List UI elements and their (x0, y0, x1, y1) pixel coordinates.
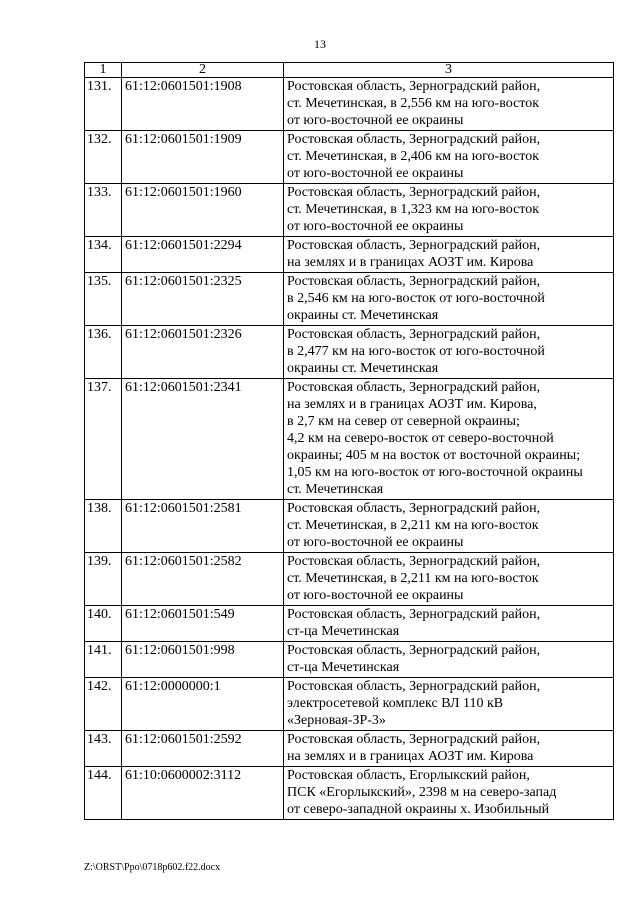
row-number: 140. (85, 606, 122, 642)
address-line: Ростовская область, Зерноградский район, (287, 274, 541, 289)
address-line: 1,05 км на юго-восток от юго-восточной окраины (287, 465, 583, 480)
table-row (85, 131, 614, 184)
address-cell (284, 326, 614, 379)
address-line: Ростовская область, Зерноградский район, (287, 327, 541, 342)
cadastral-number: 61:12:0601501:2592 (122, 731, 284, 767)
address-cell (284, 678, 614, 731)
table-row (85, 326, 614, 379)
page-number: 13 (314, 37, 326, 51)
address-line: Ростовская область, Зерноградский район, (287, 679, 541, 694)
address-cell (284, 184, 614, 237)
address-line: окраины; 405 м на восток от восточной окраины; (287, 448, 581, 463)
address-cell (284, 379, 614, 500)
address-cell (284, 553, 614, 606)
address-cell (284, 500, 614, 553)
row-number: 135. (85, 273, 122, 326)
row-number: 134. (85, 237, 122, 273)
address-line: ст. Мечетинская, в 2,556 км на юго-восток (287, 96, 540, 111)
address-line: Ростовская область, Зерноградский район, (287, 238, 541, 253)
table-row (85, 273, 614, 326)
address-line: на землях и в границах АОЗТ им. Кирова (287, 255, 534, 270)
address-line: Ростовская область, Зерноградский район, (287, 732, 541, 747)
address-line: Ростовская область, Егорлыкский район, (287, 768, 530, 783)
address-line: Ростовская область, Зерноградский район, (287, 132, 541, 147)
address-cell (284, 767, 614, 820)
row-number: 138. (85, 500, 122, 553)
address-line: Ростовская область, Зерноградский район, (287, 380, 541, 395)
table-row (85, 767, 614, 820)
address-line: в 2,477 км на юго-восток от юго-восточной (287, 344, 545, 359)
address-line: ст. Мечетинская, в 2,211 км на юго-восток (287, 518, 539, 533)
address-line: от северо-западной окраины х. Изобильный (287, 802, 550, 817)
cadastral-number: 61:12:0601501:2294 (122, 237, 284, 273)
cadastral-number: 61:12:0601501:2581 (122, 500, 284, 553)
table-row (85, 184, 614, 237)
cadastral-number: 61:12:0601501:1909 (122, 131, 284, 184)
row-number: 136. (85, 326, 122, 379)
address-line: в 2,546 км на юго-восток от юго-восточной (287, 291, 545, 306)
row-number: 137. (85, 379, 122, 500)
cadastral-number: 61:12:0601501:998 (122, 642, 284, 678)
table-row (85, 379, 614, 500)
address-cell (284, 731, 614, 767)
table-row (85, 606, 614, 642)
address-cell (284, 131, 614, 184)
row-number: 132. (85, 131, 122, 184)
address-line: ст. Мечетинская, в 1,323 км на юго-восток (287, 202, 540, 217)
address-line: Ростовская область, Зерноградский район, (287, 79, 541, 94)
address-line: окраины ст. Мечетинская (287, 361, 439, 376)
address-line: 4,2 км на северо-восток от северо-восточной (287, 431, 554, 446)
file-path-footer: Z:\ORST\Ppo\0718p602.f22.docx (84, 862, 221, 873)
address-line: Ростовская область, Зерноградский район, (287, 554, 541, 569)
table-row (85, 78, 614, 131)
cadastral-number: 61:12:0601501:549 (122, 606, 284, 642)
address-line: электросетевой комплекс ВЛ 110 кВ (287, 696, 504, 711)
cadastral-number: 61:12:0601501:2326 (122, 326, 284, 379)
cadastral-number: 61:12:0601501:2582 (122, 553, 284, 606)
header-col-address: 3 (284, 63, 614, 78)
address-cell (284, 606, 614, 642)
address-line: Ростовская область, Зерноградский район, (287, 185, 541, 200)
row-number: 144. (85, 767, 122, 820)
address-line: от юго-восточной ее окраины (287, 588, 464, 603)
header-col-cadastral: 2 (122, 63, 284, 78)
address-cell (284, 273, 614, 326)
land-plot-table (84, 62, 614, 820)
table-row (85, 678, 614, 731)
address-line: ст. Мечетинская (287, 482, 384, 497)
address-line: окраины ст. Мечетинская (287, 308, 439, 323)
address-line: ПСК «Егорлыкский», 2398 м на северо-запад (287, 785, 557, 800)
row-number: 133. (85, 184, 122, 237)
address-cell (284, 78, 614, 131)
cadastral-number: 61:10:0600002:3112 (122, 767, 284, 820)
address-line: Ростовская область, Зерноградский район, (287, 607, 541, 622)
address-line: в 2,7 км на север от северной окраины; (287, 414, 520, 429)
address-line: Ростовская область, Зерноградский район, (287, 643, 541, 658)
table-row (85, 500, 614, 553)
cadastral-number: 61:12:0601501:1908 (122, 78, 284, 131)
header-col-number: 1 (85, 63, 122, 78)
cadastral-number: 61:12:0601501:2341 (122, 379, 284, 500)
address-line: от юго-восточной ее окраины (287, 535, 464, 550)
table-row (85, 731, 614, 767)
table-row (85, 642, 614, 678)
address-line: ст-ца Мечетинская (287, 624, 400, 639)
address-line: на землях и в границах АОЗТ им. Кирова (287, 749, 534, 764)
row-number: 139. (85, 553, 122, 606)
address-line: Ростовская область, Зерноградский район, (287, 501, 541, 516)
cadastral-number: 61:12:0601501:1960 (122, 184, 284, 237)
table-row (85, 237, 614, 273)
address-line: от юго-восточной ее окраины (287, 113, 464, 128)
row-number: 141. (85, 642, 122, 678)
address-line: «Зерновая-ЗР-3» (287, 713, 386, 728)
cadastral-number: 61:12:0601501:2325 (122, 273, 284, 326)
row-number: 142. (85, 678, 122, 731)
address-line: на землях и в границах АОЗТ им. Кирова, (287, 397, 537, 412)
address-line: ст-ца Мечетинская (287, 660, 400, 675)
address-line: ст. Мечетинская, в 2,406 км на юго-восток (287, 149, 540, 164)
cadastral-number: 61:12:0000000:1 (122, 678, 284, 731)
table-header-row (85, 63, 614, 78)
address-line: от юго-восточной ее окраины (287, 219, 464, 234)
address-line: от юго-восточной ее окраины (287, 166, 464, 181)
address-cell (284, 237, 614, 273)
address-cell (284, 642, 614, 678)
row-number: 143. (85, 731, 122, 767)
table-body (85, 78, 614, 820)
address-line: ст. Мечетинская, в 2,211 км на юго-восток (287, 571, 539, 586)
row-number: 131. (85, 78, 122, 131)
table-row (85, 553, 614, 606)
